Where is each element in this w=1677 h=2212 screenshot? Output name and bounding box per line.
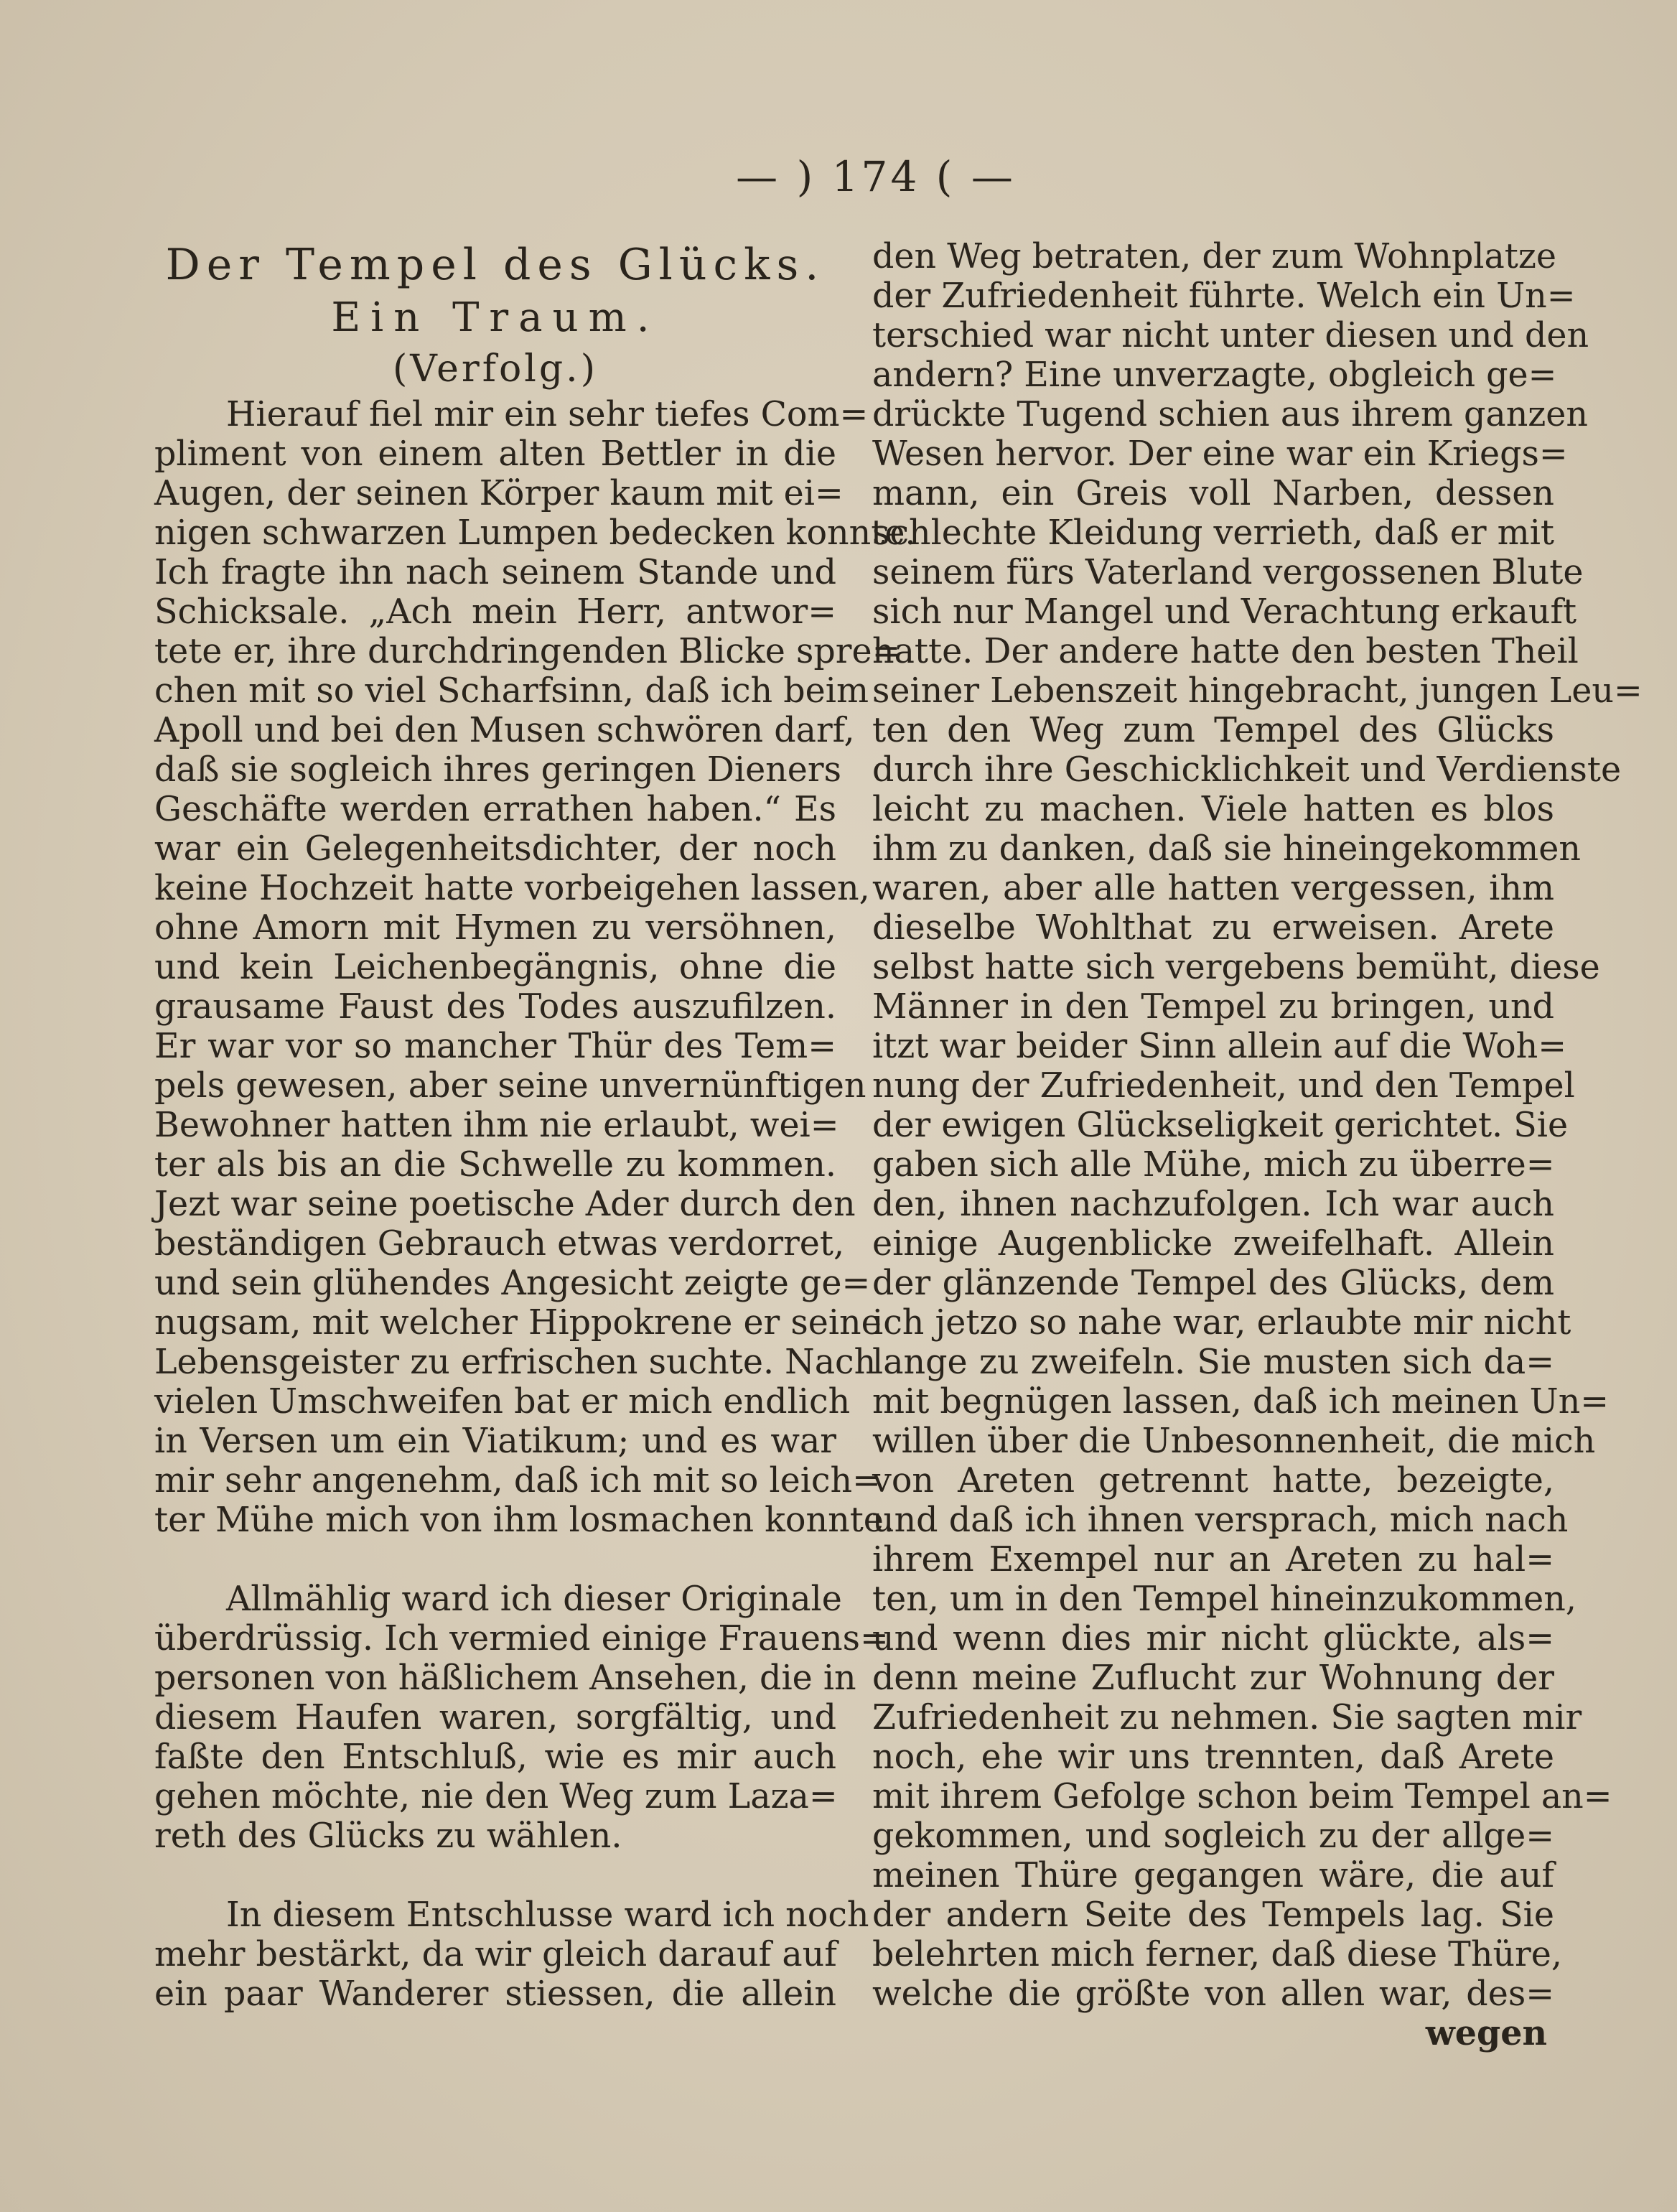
text-line: pliment von einem alten Bettler in die: [154, 434, 836, 474]
text-line: mit ihrem Gefolge schon beim Tempel an=: [872, 1777, 1612, 1816]
text-line: Bewohner hatten ihm nie erlaubt, wei=: [154, 1106, 839, 1145]
article-subtitle: Ein Traum.: [331, 294, 660, 341]
text-line: grausame Faust des Todes auszufilzen.: [154, 987, 836, 1027]
text-line: mit begnügen lassen, daß ich meinen Un=: [872, 1382, 1610, 1422]
text-line: welche die größte von allen war, des=: [872, 1974, 1554, 2014]
text-line: hatte. Der andere hatte den besten Theil: [872, 632, 1579, 671]
text-line: Jezt war seine poetische Ader durch den: [154, 1185, 856, 1224]
text-line: ich jetzo so nahe war, erlaubte mir nicht: [872, 1303, 1571, 1343]
text-line: pels gewesen, aber seine unvernünftigen: [154, 1066, 866, 1106]
text-line: sich nur Mangel und Verachtung erkauft: [872, 592, 1577, 632]
text-line: Schicksale. „Ach mein Herr, antwor=: [154, 592, 836, 632]
text-line: chen mit so viel Scharfsinn, daß ich beim: [154, 671, 869, 711]
text-line: den, ihnen nachzufolgen. Ich war auch: [872, 1185, 1554, 1224]
text-line: gaben sich alle Mühe, mich zu überre=: [872, 1145, 1555, 1185]
text-line: Lebensgeister zu erfrischen suchte. Nach: [154, 1343, 877, 1382]
text-line: belehrten mich ferner, daß diese Thüre,: [872, 1935, 1562, 1974]
paragraph-1: [154, 395, 916, 1540]
text-line: ihm zu danken, daß sie hineingekommen: [872, 829, 1581, 869]
text-line: faßte den Entschluß, wie es mir auch: [154, 1737, 836, 1777]
text-line: drückte Tugend schien aus ihrem ganzen: [872, 395, 1589, 434]
text-line: nigen schwarzen Lumpen bedecken konnte.: [154, 513, 916, 553]
text-line: Apoll und bei den Musen schwören darf,: [154, 711, 855, 750]
text-line: Wesen hervor. Der eine war ein Kriegs=: [872, 434, 1568, 474]
text-line: war ein Gelegenheitsdichter, der noch: [154, 829, 836, 869]
text-line: personen von häßlichem Ansehen, die in: [154, 1658, 856, 1698]
text-line: in Versen um ein Viatikum; und es war: [154, 1422, 836, 1461]
text-line: noch, ehe wir uns trennten, daß Arete: [872, 1737, 1554, 1777]
continuation-note: (Verfolg.): [393, 347, 598, 391]
text-line: und kein Leichenbegängnis, ohne die: [154, 948, 836, 987]
text-line: Hierauf fiel mir ein sehr tiefes Com=: [226, 395, 869, 434]
text-line: vielen Umschweifen bat er mich endlich: [154, 1382, 851, 1422]
text-line: dieselbe Wohlthat zu erweisen. Arete: [872, 908, 1554, 948]
text-line: ten den Weg zum Tempel des Glücks: [872, 711, 1554, 750]
text-line: nugsam, mit welcher Hippokrene er seine: [154, 1303, 882, 1343]
text-line: selbst hatte sich vergebens bemüht, diese: [872, 948, 1600, 987]
text-line: Er war vor so mancher Thür des Tem=: [154, 1027, 836, 1066]
catchword: wegen: [1425, 2013, 1547, 2053]
text-line: schlechte Kleidung verrieth, daß er mit: [872, 513, 1554, 553]
text-line: überdrüssig. Ich vermied einige Frauens=: [154, 1619, 889, 1658]
text-line: der ewigen Glückseligkeit gerichtet. Sie: [872, 1106, 1569, 1145]
text-line: itzt war beider Sinn allein auf die Woh=: [872, 1027, 1567, 1066]
text-line: terschied war nicht unter diesen und den: [872, 316, 1589, 355]
text-line: ein paar Wanderer stiessen, die allein: [154, 1974, 836, 2014]
text-line: den Weg betraten, der zum Wohnplatze: [872, 237, 1556, 276]
text-line: und sein glühendes Angesicht zeigte ge=: [154, 1264, 871, 1303]
text-line: der andern Seite des Tempels lag. Sie: [872, 1895, 1554, 1935]
text-line: ter als bis an die Schwelle zu kommen.: [154, 1145, 836, 1185]
text-line: der Zufriedenheit führte. Welch ein Un=: [872, 276, 1576, 316]
text-line: leicht zu machen. Viele hatten es blos: [872, 790, 1554, 829]
text-line: Ich fragte ihn nach seinem Stande und: [154, 553, 836, 592]
right-column: [872, 237, 1643, 2053]
text-line: andern? Eine unverzagte, obgleich ge=: [872, 355, 1557, 395]
text-line: denn meine Zuflucht zur Wohnung der: [872, 1658, 1554, 1698]
text-line: einige Augenblicke zweifelhaft. Allein: [872, 1224, 1554, 1264]
text-line: und daß ich ihnen versprach, mich nach: [872, 1501, 1569, 1540]
text-line: lange zu zweifeln. Sie musten sich da=: [872, 1343, 1554, 1382]
text-line: gekommen, und sogleich zu der allge=: [872, 1816, 1554, 1856]
text-line: Männer in den Tempel zu bringen, und: [872, 987, 1554, 1027]
text-line: reth des Glücks zu wählen.: [154, 1816, 622, 1856]
text-line: nung der Zufriedenheit, und den Tempel: [872, 1066, 1575, 1106]
text-line: mann, ein Greis voll Narben, dessen: [872, 474, 1554, 513]
text-line: daß sie sogleich ihres geringen Dieners: [154, 750, 841, 790]
page-number-header: — ) 174 ( —: [736, 152, 1016, 201]
text-line: ter Mühe mich von ihm losmachen konnte.: [154, 1501, 894, 1540]
paragraph-2: [154, 1579, 889, 1856]
text-line: ten, um in den Tempel hineinzukommen,: [872, 1579, 1576, 1619]
article-title: Der Tempel des Glücks.: [165, 240, 826, 290]
text-line: und wenn dies mir nicht glückte, als=: [872, 1619, 1554, 1658]
text-line: beständigen Gebrauch etwas verdorret,: [154, 1224, 845, 1264]
text-line: ihrem Exempel nur an Areten zu hal=: [872, 1540, 1554, 1579]
left-column: [154, 237, 916, 2014]
paragraph-3: [154, 1895, 869, 2014]
text-line: willen über die Unbesonnenheit, die mich: [872, 1422, 1596, 1461]
text-line: ohne Amorn mit Hymen zu versöhnen,: [154, 908, 836, 948]
text-line: keine Hochzeit hatte vorbeigehen lassen,: [154, 869, 870, 908]
right-column-text: [872, 237, 1643, 2014]
text-line: Allmählig ward ich dieser Originale: [226, 1579, 842, 1619]
text-line: seinem fürs Vaterland vergossenen Blute: [872, 553, 1584, 592]
text-line: von Areten getrennt hatte, bezeigte,: [872, 1461, 1554, 1501]
text-line: Augen, der seinen Körper kaum mit ei=: [154, 474, 844, 513]
text-line: In diesem Entschlusse ward ich noch: [226, 1895, 869, 1935]
text-line: diesem Haufen waren, sorgfältig, und: [154, 1698, 836, 1737]
text-line: Zufriedenheit zu nehmen. Sie sagten mir: [872, 1698, 1582, 1737]
text-line: mehr bestärkt, da wir gleich darauf auf: [154, 1935, 837, 1974]
text-line: gehen möchte, nie den Weg zum Laza=: [154, 1777, 838, 1816]
text-line: waren, aber alle hatten vergessen, ihm: [872, 869, 1554, 908]
text-line: der glänzende Tempel des Glücks, dem: [872, 1264, 1554, 1303]
text-line: seiner Lebenszeit hingebracht, jungen Leu=: [872, 671, 1643, 711]
text-line: tete er, ihre durchdringenden Blicke spre=: [154, 632, 901, 671]
text-line: meinen Thüre gegangen wäre, die auf: [872, 1856, 1554, 1895]
text-line: Geschäfte werden errathen haben.“ Es: [154, 790, 836, 829]
text-line: mir sehr angenehm, daß ich mit so leich=: [154, 1461, 881, 1501]
text-line: durch ihre Geschicklichkeit und Verdienste: [872, 750, 1622, 790]
